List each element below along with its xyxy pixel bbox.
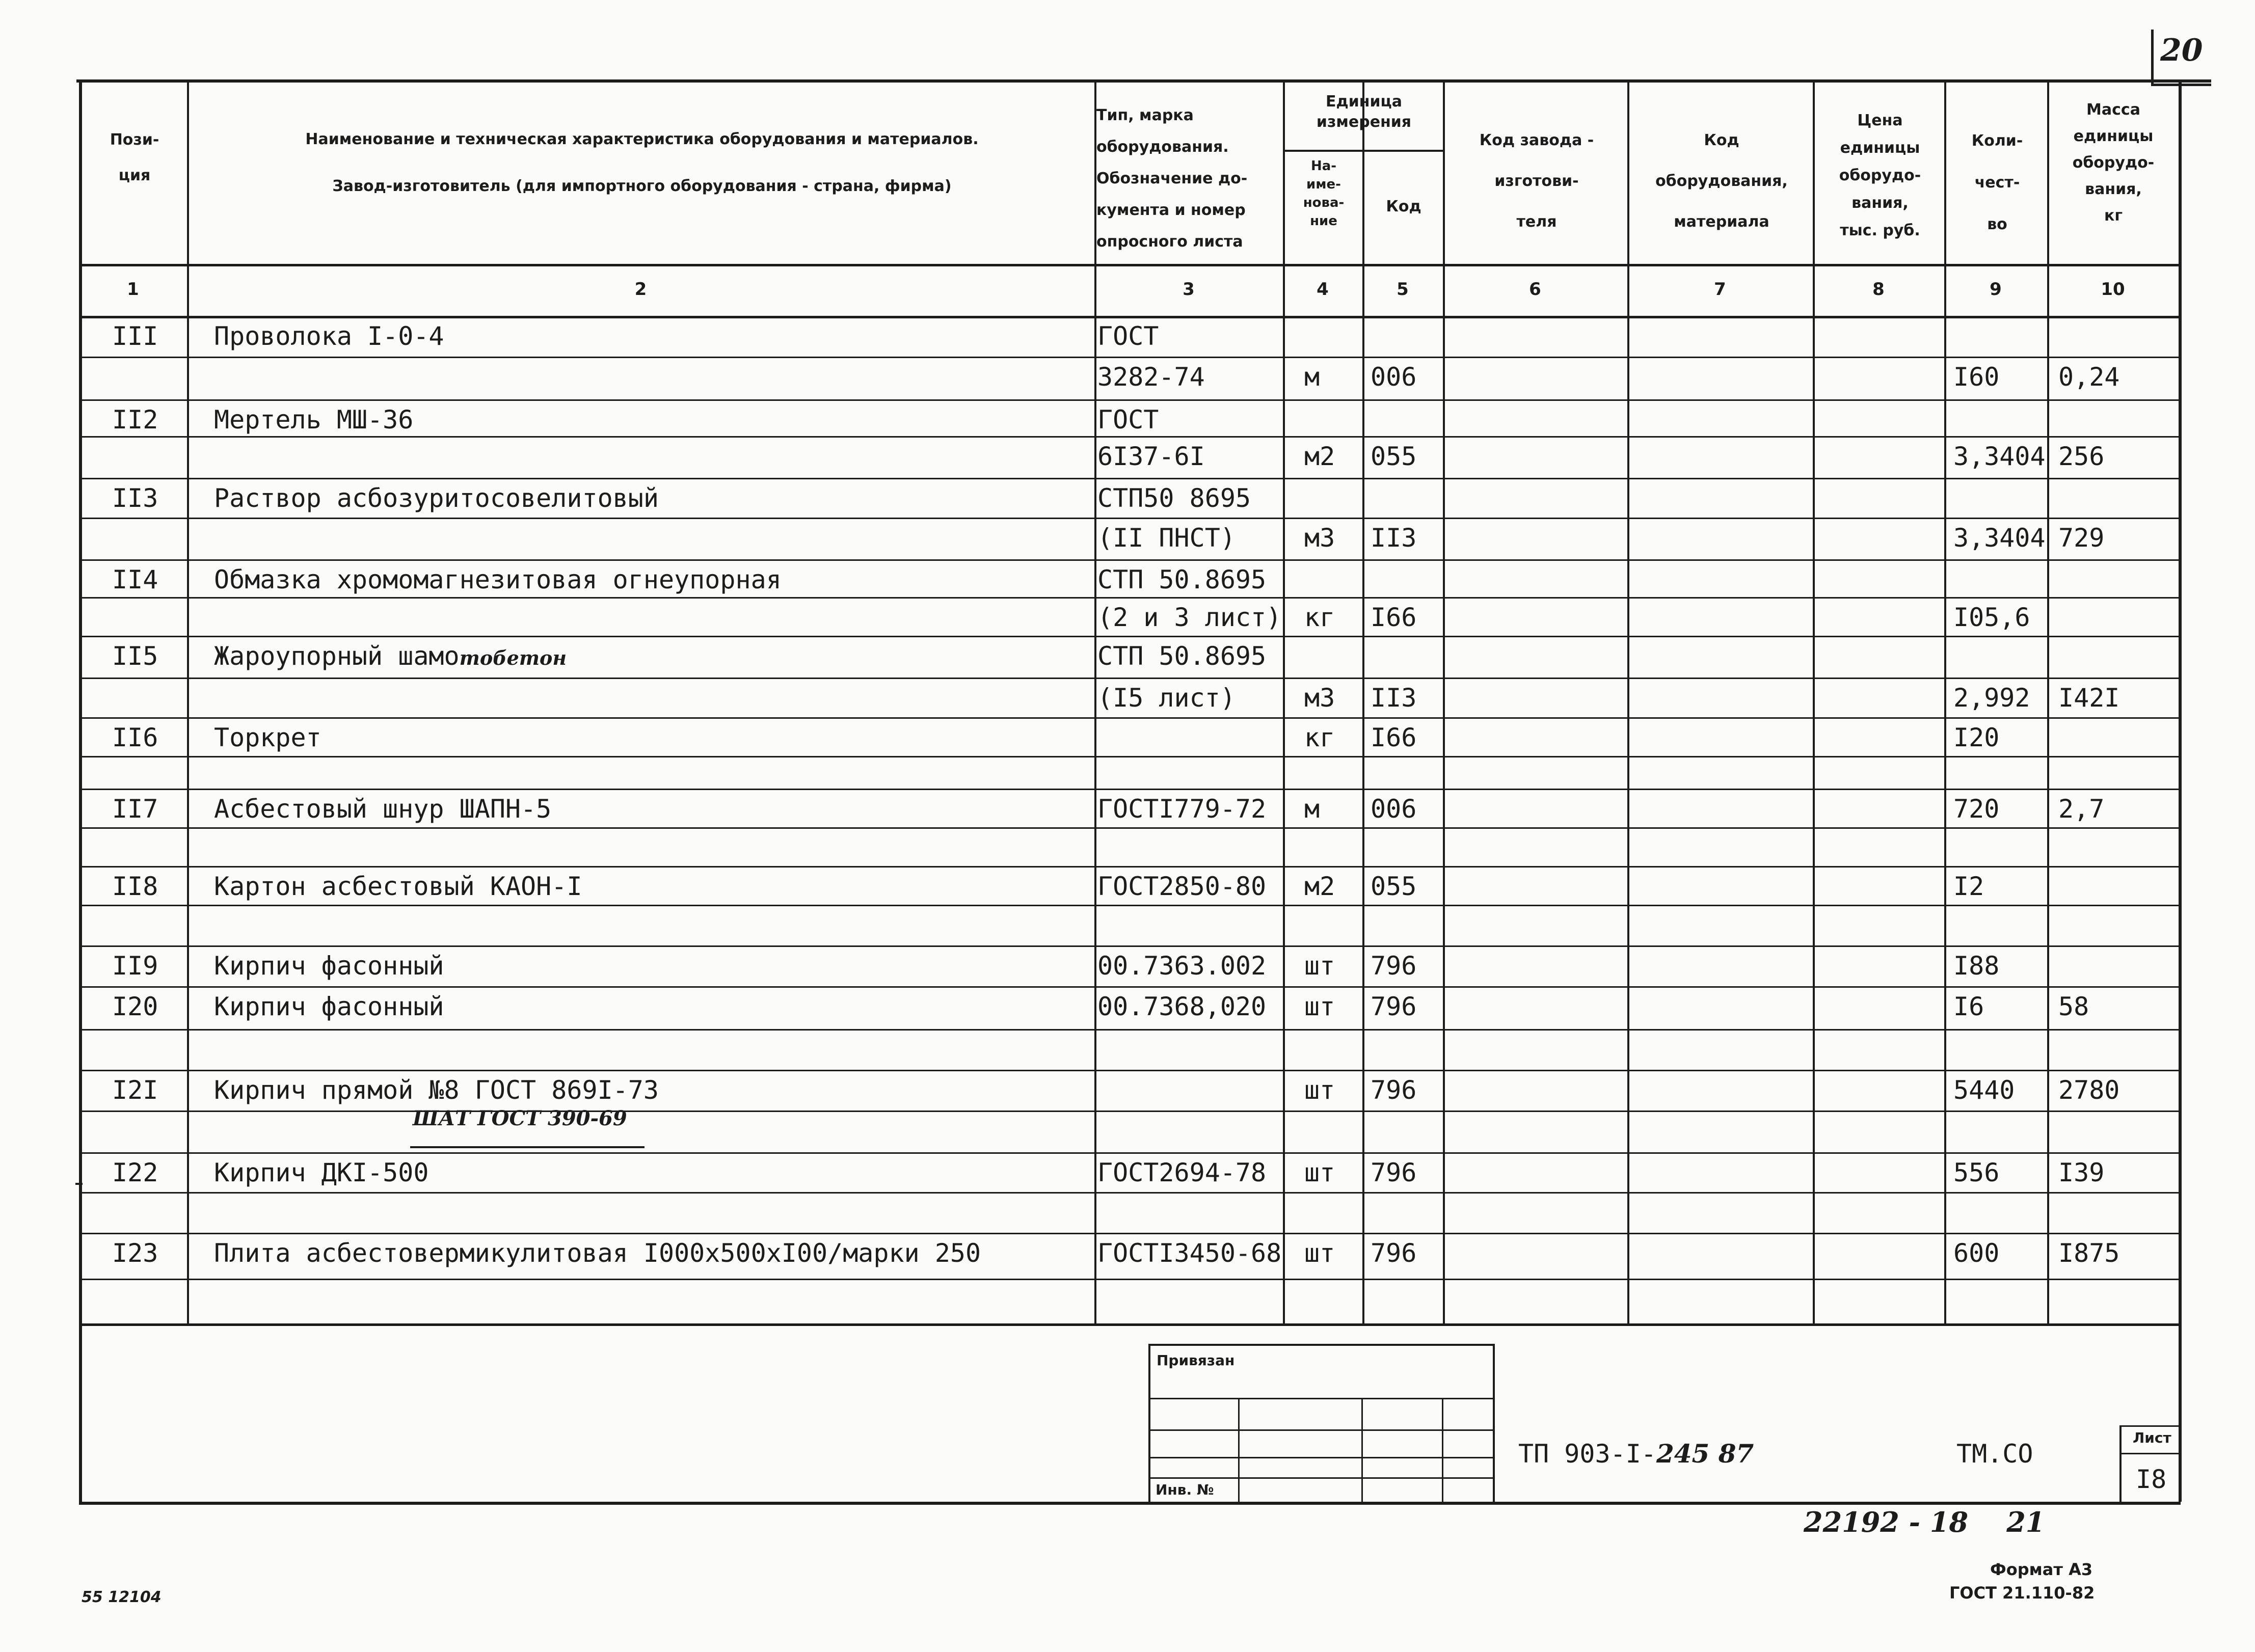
cell-name: Торкрет bbox=[214, 723, 321, 752]
cell-position: II9 bbox=[112, 951, 158, 981]
header-name-line1: Наименование и техническая характеристика оборудования и материалов. bbox=[305, 130, 979, 148]
cell-position: III bbox=[112, 321, 158, 351]
cell-document: 00.7368,020 bbox=[1097, 992, 1267, 1021]
cell-position: I22 bbox=[112, 1158, 158, 1187]
row-rule bbox=[79, 597, 2181, 599]
cell-name: Кирпич ДКI-500 bbox=[214, 1158, 429, 1187]
cell-document: СТП 50.8695 bbox=[1097, 565, 1267, 594]
header-mass: Масса единицы оборудо- вания, кг bbox=[2072, 101, 2155, 225]
cell-unit-code: II3 bbox=[1371, 523, 1417, 553]
cell-unit: шт bbox=[1304, 951, 1335, 981]
cell-unit-code: 796 bbox=[1371, 992, 1417, 1021]
cell-position: II6 bbox=[112, 723, 158, 752]
cell-quantity: 3,3404 bbox=[1953, 523, 2046, 553]
stamp-sheet-code: ТМ.СО bbox=[1956, 1439, 2033, 1469]
cell-quantity: I05,6 bbox=[1953, 603, 2030, 632]
cell-mass: 2780 bbox=[2058, 1075, 2120, 1105]
stamp-sheet-label: Лист bbox=[2133, 1429, 2171, 1446]
cell-unit-code: 796 bbox=[1371, 1238, 1417, 1268]
cell-unit: шт bbox=[1304, 992, 1335, 1021]
cell-unit-code: 006 bbox=[1371, 794, 1417, 824]
cell-name: Кирпич фасонный bbox=[214, 992, 444, 1021]
cell-mass: I875 bbox=[2058, 1238, 2120, 1268]
cell-position: II2 bbox=[112, 405, 158, 435]
cell-position: I2I bbox=[112, 1075, 158, 1105]
column-number: 8 bbox=[1872, 279, 1885, 300]
column-rule bbox=[1094, 79, 1096, 1325]
cell-document: ГОСТI3450-68 bbox=[1097, 1238, 1282, 1268]
cell-unit: кг bbox=[1304, 723, 1335, 752]
column-number: 1 bbox=[127, 279, 139, 300]
cell-quantity: I88 bbox=[1953, 951, 2000, 981]
row-rule bbox=[79, 1152, 2181, 1154]
cell-unit: м3 bbox=[1304, 523, 1335, 553]
row-rule bbox=[79, 945, 2181, 947]
row-rule bbox=[79, 436, 2181, 438]
header-bottom-border bbox=[79, 264, 2181, 266]
column-rule bbox=[79, 79, 82, 1325]
cell-document: 00.7363.002 bbox=[1097, 951, 1267, 981]
frame-right-lower bbox=[2179, 1323, 2182, 1502]
cell-unit: шт bbox=[1304, 1158, 1335, 1187]
header-unit-group: Единица измерения bbox=[1316, 93, 1412, 131]
cell-position: I20 bbox=[112, 992, 158, 1021]
row-rule bbox=[79, 518, 2181, 519]
column-number: 5 bbox=[1397, 279, 1409, 300]
row-rule bbox=[79, 905, 2181, 906]
stamp-col bbox=[1442, 1398, 1443, 1502]
row-rule bbox=[79, 789, 2181, 790]
stamp-sheet-number: I8 bbox=[2136, 1465, 2167, 1494]
row-rule bbox=[79, 1070, 2181, 1071]
cell-document: (II ПНСТ) bbox=[1097, 523, 1236, 553]
stamp-privyazan: Привязан bbox=[1157, 1352, 1235, 1369]
cell-quantity: 556 bbox=[1953, 1158, 2000, 1187]
header-name-line2: Завод-изготовитель (для импортного оборудования - страна, фирма) bbox=[332, 177, 952, 195]
margin-tick bbox=[75, 1183, 83, 1185]
column-number: 9 bbox=[1990, 279, 2002, 300]
gost-label: ГОСТ 21.110-82 bbox=[1949, 1583, 2095, 1603]
cell-name: Кирпич фасонный bbox=[214, 951, 444, 981]
cell-name: Асбестовый шнур ШАПН-5 bbox=[214, 794, 552, 824]
row-rule bbox=[79, 986, 2181, 988]
cell-unit: м2 bbox=[1304, 872, 1335, 901]
cell-mass: 0,24 bbox=[2058, 362, 2120, 392]
header-price: Цена единицы оборудо- вания, тыс. руб. bbox=[1839, 112, 1921, 239]
cell-document: 6I37-6I bbox=[1097, 442, 1205, 471]
header-position: Пози- ция bbox=[110, 131, 159, 184]
cell-name-print: Жароупорный шамо bbox=[214, 641, 460, 671]
left-code: 55 12104 bbox=[82, 1588, 162, 1606]
column-number: 6 bbox=[1529, 279, 1541, 300]
cell-quantity: I20 bbox=[1953, 723, 2000, 752]
cell-position: I23 bbox=[112, 1238, 158, 1268]
cell-document: ГОСТ2694-78 bbox=[1097, 1158, 1267, 1187]
header-quantity: Коли- чест- во bbox=[1971, 132, 2023, 233]
row-rule bbox=[79, 399, 2181, 401]
column-rule bbox=[1944, 79, 1946, 1325]
row-rule bbox=[79, 866, 2181, 868]
cell-document: ГОСТI779-72 bbox=[1097, 794, 1267, 824]
cell-name bbox=[214, 640, 567, 674]
table-body-bottom-border bbox=[79, 1323, 2181, 1326]
cell-quantity: 600 bbox=[1953, 1238, 2000, 1268]
cell-name: Раствор асбозуритосовелитовый bbox=[214, 483, 659, 513]
row-rule bbox=[79, 1192, 2181, 1194]
header-unit-name: На- име- нова- ние bbox=[1303, 158, 1345, 229]
row-rule bbox=[79, 678, 2181, 679]
column-rule bbox=[2179, 79, 2182, 1325]
cell-unit: шт bbox=[1304, 1075, 1335, 1105]
cell-document: ГОСТ2850-80 bbox=[1097, 872, 1267, 901]
cell-unit-code: 796 bbox=[1371, 1158, 1417, 1187]
stamp-doc-code-print: ТП 903-I- bbox=[1518, 1439, 1656, 1469]
stamp-col bbox=[1238, 1398, 1240, 1502]
cell-unit-code: 006 bbox=[1371, 362, 1417, 392]
cell-unit: шт bbox=[1304, 1238, 1335, 1268]
column-number-bottom-border bbox=[79, 316, 2181, 318]
cell-quantity: I2 bbox=[1953, 872, 1984, 901]
cell-document: СТП 50.8695 bbox=[1097, 641, 1267, 671]
page-number-box-left bbox=[2151, 30, 2154, 85]
column-rule bbox=[187, 79, 189, 1325]
column-rule bbox=[1813, 79, 1815, 1325]
cell-mass: 729 bbox=[2058, 523, 2105, 553]
cell-unit-code: 055 bbox=[1371, 872, 1417, 901]
cell-quantity: 720 bbox=[1953, 794, 2000, 824]
column-number: 10 bbox=[2101, 279, 2125, 300]
cell-name-handwritten: тобетон bbox=[459, 646, 567, 669]
cell-mass: 58 bbox=[2058, 992, 2089, 1021]
stamp-inv-no: Инв. № bbox=[1156, 1481, 1214, 1498]
frame-left-lower bbox=[79, 1323, 82, 1502]
cell-quantity: I6 bbox=[1953, 992, 1984, 1021]
gost-underline bbox=[410, 1146, 645, 1148]
bottom-hand-number: 22192 - 18 21 bbox=[1804, 1506, 2045, 1538]
cell-unit-code: I66 bbox=[1371, 723, 1417, 752]
row-rule bbox=[79, 717, 2181, 719]
cell-unit: м3 bbox=[1304, 683, 1335, 713]
cell-unit-code: II3 bbox=[1371, 683, 1417, 713]
row-rule bbox=[79, 357, 2181, 358]
row-rule bbox=[79, 827, 2181, 829]
column-number: 2 bbox=[634, 279, 647, 300]
stamp-top bbox=[1148, 1344, 1495, 1346]
stamp-col bbox=[1361, 1398, 1363, 1502]
column-number: 7 bbox=[1714, 279, 1726, 300]
column-rule bbox=[1283, 79, 1285, 1325]
sheet-box-left bbox=[2119, 1425, 2122, 1502]
cell-unit: кг bbox=[1304, 603, 1335, 632]
cell-name: Плита асбестовермикулитовая I000x500xI00/марки 250 bbox=[214, 1238, 981, 1268]
cell-quantity: 5440 bbox=[1953, 1075, 2015, 1105]
stamp-doc-code-hand: 245 87 bbox=[1656, 1439, 1754, 1469]
column-rule bbox=[2047, 79, 2049, 1325]
cell-mass: I39 bbox=[2058, 1158, 2105, 1187]
cell-position: II3 bbox=[112, 483, 158, 513]
header-equipment-code: Код оборудования, материала bbox=[1655, 131, 1788, 231]
row-rule bbox=[79, 636, 2181, 637]
sheet-box-mid bbox=[2119, 1453, 2181, 1454]
row-rule bbox=[79, 756, 2181, 757]
cell-unit: м bbox=[1304, 362, 1320, 392]
cell-position: II7 bbox=[112, 794, 158, 824]
cell-position: II5 bbox=[112, 641, 158, 671]
cell-quantity: 2,992 bbox=[1953, 683, 2030, 713]
cell-quantity: 3,3404 bbox=[1953, 442, 2046, 471]
cell-name: Мертель МШ-36 bbox=[214, 405, 414, 435]
cell-name: Проволока I-0-4 bbox=[214, 321, 444, 351]
cell-document: (I5 лист) bbox=[1097, 683, 1236, 713]
row-rule bbox=[79, 478, 2181, 479]
cell-mass: 256 bbox=[2058, 442, 2105, 471]
row-rule bbox=[79, 1029, 2181, 1031]
stamp-doc-code bbox=[1518, 1438, 1754, 1470]
column-number: 4 bbox=[1317, 279, 1329, 300]
column-rule bbox=[1443, 79, 1445, 1325]
cell-document: 3282-74 bbox=[1097, 362, 1205, 392]
cell-unit-code: 055 bbox=[1371, 442, 1417, 471]
row-rule bbox=[79, 559, 2181, 561]
cell-name: Кирпич прямой №8 ГОСТ 869I-73 bbox=[214, 1075, 659, 1105]
page-number: 20 bbox=[2160, 33, 2203, 68]
cell-mass: I42I bbox=[2058, 683, 2120, 713]
header-factory-code: Код завода - изготови- теля bbox=[1479, 131, 1594, 231]
cell-unit: м2 bbox=[1304, 442, 1335, 471]
cell-document: ГОСТ bbox=[1097, 405, 1159, 435]
cell-unit-code: 796 bbox=[1371, 1075, 1417, 1105]
cell-name: ШАТ ГОСТ 390-69 bbox=[413, 1106, 627, 1130]
cell-document: ГОСТ bbox=[1097, 321, 1159, 351]
column-rule bbox=[1627, 79, 1629, 1325]
cell-document: (2 и 3 лист) bbox=[1097, 603, 1282, 632]
row-rule bbox=[79, 1111, 2181, 1112]
header-unit-code: Код bbox=[1386, 198, 1421, 215]
cell-quantity: I60 bbox=[1953, 362, 2000, 392]
table-bottom-border bbox=[79, 1502, 2181, 1505]
sheet-box-top bbox=[2119, 1425, 2181, 1427]
cell-mass: 2,7 bbox=[2058, 794, 2105, 824]
cell-unit: м bbox=[1304, 794, 1320, 824]
header-type: Тип, марка оборудования. Обозначение до- кумента и номер опросного листа bbox=[1096, 106, 1248, 251]
column-rule bbox=[1362, 79, 1364, 1325]
cell-position: II8 bbox=[112, 872, 158, 901]
cell-name: Обмазка хромомагнезитовая огнеупорная bbox=[214, 565, 782, 594]
column-number: 3 bbox=[1183, 279, 1195, 300]
table-top-border bbox=[76, 79, 2211, 83]
row-rule bbox=[79, 1233, 2181, 1234]
row-rule bbox=[79, 1279, 2181, 1280]
cell-unit-code: 796 bbox=[1371, 951, 1417, 981]
cell-unit-code: I66 bbox=[1371, 603, 1417, 632]
cell-document: СТП50 8695 bbox=[1097, 483, 1251, 513]
cell-name: Картон асбестовый КАОН-I bbox=[214, 872, 582, 901]
format-label: Формат А3 bbox=[1990, 1560, 2093, 1579]
cell-position: II4 bbox=[112, 565, 158, 594]
